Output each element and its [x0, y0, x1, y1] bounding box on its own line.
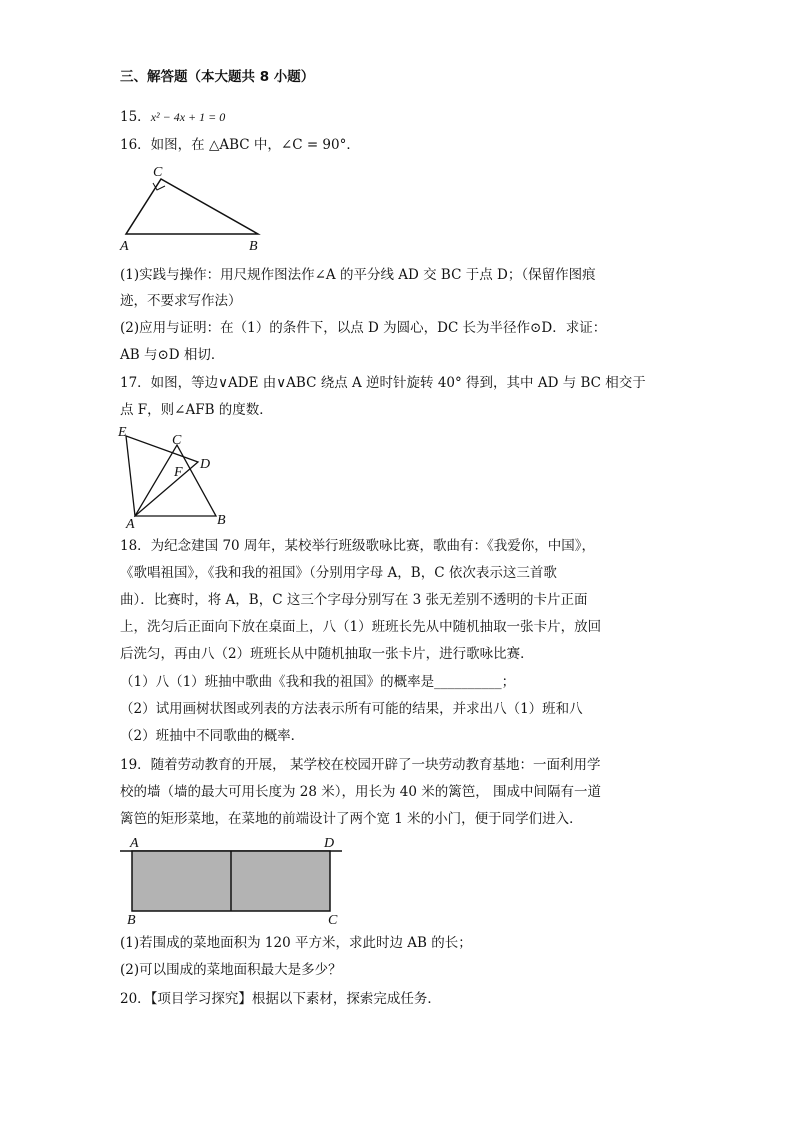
label-b: B	[249, 239, 258, 254]
label-b: B	[217, 513, 226, 528]
question-17-line1: 17．如图，等边∨ADE 由∨ABC 绕点 A 逆时针旋转 40° 得到，其中 AD 与 BC 相交于	[120, 375, 646, 391]
question-16-part2-line2: AB 与⊙D 相切．	[120, 347, 225, 363]
question-18-part2-line1: （2）试用画树状图或列表的方法表示所有可能的结果，并求出八（1）班和八	[120, 701, 583, 717]
vegetable-garden-figure	[118, 834, 348, 926]
triangle-ade	[126, 436, 198, 516]
label-a: A	[126, 517, 135, 532]
label-b: B	[127, 913, 136, 928]
question-number: 15．	[120, 109, 151, 125]
question-19-line2: 校的墙（墙的最大可用长度为 28 米），用长为 40 米的篱笆， 围成中间隔有一道	[120, 784, 602, 800]
equation: x² − 4x + 1 = 0	[150, 110, 226, 124]
question-18-line4: 上，洗匀后正面向下放在桌面上，八（1）班班长先从中随机抽取一张卡片，放回	[120, 619, 602, 635]
label-c: C	[328, 913, 338, 928]
question-18-part1: （1）八（1）班抽中歌曲《我和我的祖国》的概率是__________；	[120, 674, 516, 690]
question-17-line2: 点 F，则∠AFB 的度数．	[120, 402, 273, 418]
triangle-abc	[126, 179, 258, 234]
label-c: C	[172, 433, 182, 448]
question-16-stem: 16．如图，在 △ABC 中，∠C = 90°．	[120, 137, 360, 153]
label-a: A	[130, 836, 139, 851]
label-e: E	[118, 425, 127, 440]
triangle-abc-figure	[118, 160, 278, 255]
label-f: F	[174, 465, 183, 480]
question-19-line3: 篱笆的矩形菜地，在菜地的前端设计了两个宽 1 米的小门，便于同学们进入．	[120, 811, 583, 827]
question-20-line1: 20．【项目学习探究】根据以下素材，探索完成任务．	[120, 991, 441, 1007]
label-a: A	[120, 239, 129, 254]
question-18-line2: 《歌唱祖国》，《我和我的祖国》（分别用字母 A，B，C 依次表示这三首歌	[120, 565, 557, 581]
label-d: D	[324, 836, 335, 851]
question-18-line3: 曲）．比赛时，将 A，B，C 这三个字母分别写在 3 张无差别不透明的卡片正面	[120, 592, 588, 608]
question-18-part2-line2: （2）班抽中不同歌曲的概率．	[120, 728, 305, 744]
question-16-part2-line1: (2)应用与证明：在（1）的条件下，以点 D 为圆心，DC 长为半径作⊙D．求证：	[120, 320, 607, 336]
question-16-part1-line2: 迹，不要求写作法）	[120, 293, 242, 309]
section-header: 三、解答题（本大题共 8 小题）	[120, 69, 315, 85]
question-19-line1: 19．随着劳动教育的开展， 某学校在校园开辟了一块劳动教育基地：一面利用学	[120, 757, 601, 773]
label-c: C	[153, 165, 163, 180]
question-18-line5: 后洗匀，再由八（2）班班长从中随机抽取一张卡片，进行歌咏比赛．	[120, 646, 534, 662]
rotation-figure	[118, 422, 238, 530]
question-19-part2: (2)可以围成的菜地面积最大是多少？	[120, 962, 342, 978]
label-d: D	[200, 457, 211, 472]
question-19-part1: (1)若围成的菜地面积为 120 平方米，求此时边 AB 的长；	[120, 935, 472, 951]
question-16-part1-line1: (1)实践与操作：用尺规作图法作∠A 的平分线 AD 交 BC 于点 D；（保留作图痕	[120, 267, 596, 283]
question-18-line1: 18．为纪念建国 70 周年，某校举行班级歌咏比赛，歌曲有：《我爱你，中国》，	[120, 538, 595, 554]
question-15	[120, 108, 225, 126]
